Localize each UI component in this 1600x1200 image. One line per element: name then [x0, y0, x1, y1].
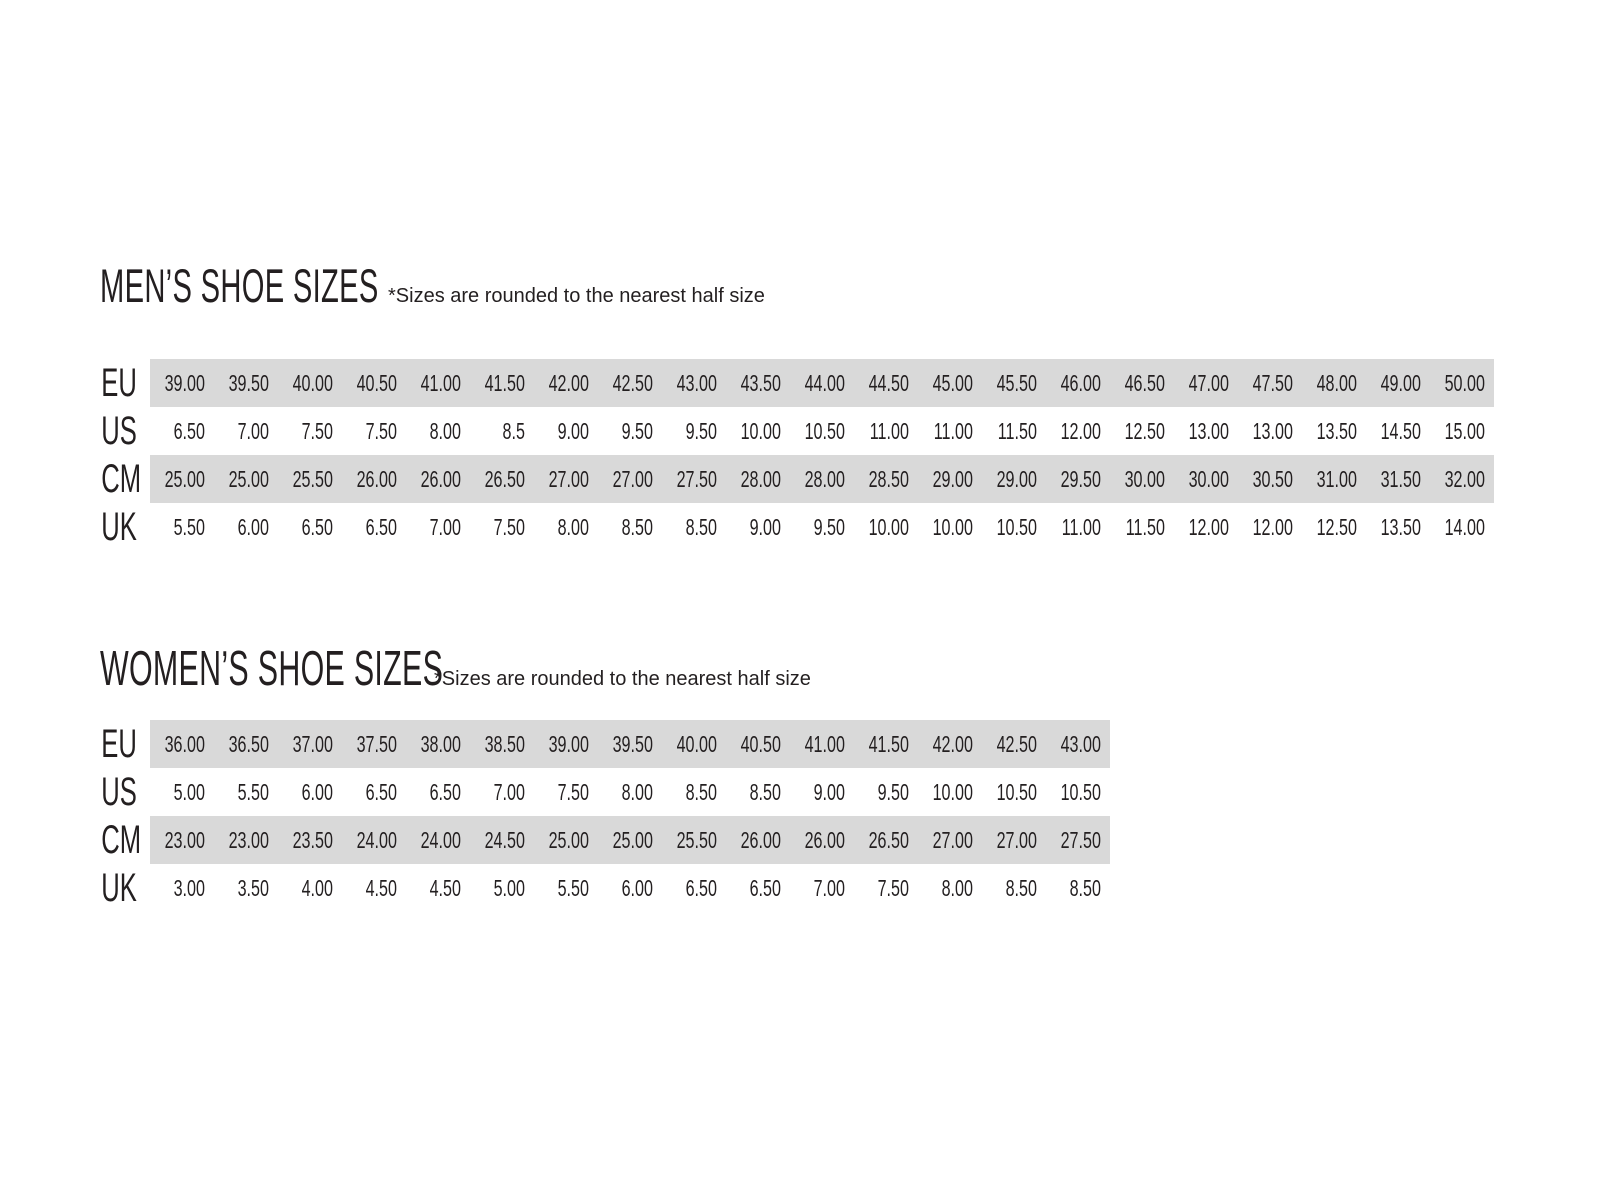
row-label: CM — [101, 818, 142, 862]
size-cell: 10.50 — [1060, 778, 1101, 805]
size-cell: 7.50 — [301, 417, 333, 444]
row-band — [150, 503, 1494, 551]
mens-row-us — [100, 407, 1600, 455]
size-cell: 45.00 — [932, 369, 973, 396]
womens-section — [100, 551, 1600, 912]
row-band — [150, 455, 1494, 503]
size-cell: 9.50 — [685, 417, 717, 444]
size-cell: 14.50 — [1380, 417, 1421, 444]
size-cell: 3.00 — [173, 874, 205, 901]
size-cell: 32.00 — [1444, 465, 1485, 492]
row-band — [150, 864, 1110, 912]
size-cell: 41.50 — [484, 369, 525, 396]
size-cell: 41.00 — [420, 369, 461, 396]
size-cell: 4.50 — [365, 874, 397, 901]
size-cell: 25.00 — [612, 826, 653, 853]
size-cell: 14.00 — [1444, 513, 1485, 540]
womens-title-row — [100, 642, 1600, 696]
womens-note: *Sizes are rounded to the nearest half size — [434, 668, 811, 690]
size-cell: 27.00 — [932, 826, 973, 853]
size-cell: 40.50 — [356, 369, 397, 396]
size-cell: 27.50 — [676, 465, 717, 492]
size-cell: 9.00 — [749, 513, 781, 540]
size-cell: 25.50 — [292, 465, 333, 492]
size-cell: 5.00 — [493, 874, 525, 901]
size-cell: 25.00 — [164, 465, 205, 492]
size-cell: 7.50 — [877, 874, 909, 901]
size-cell: 8.50 — [1069, 874, 1101, 901]
size-cell: 6.50 — [429, 778, 461, 805]
size-cell: 26.00 — [420, 465, 461, 492]
row-label: US — [101, 770, 137, 814]
size-cell: 40.00 — [292, 369, 333, 396]
size-cell: 47.00 — [1188, 369, 1229, 396]
size-cell: 3.50 — [237, 874, 269, 901]
size-cell: 10.00 — [740, 417, 781, 444]
size-cell: 5.50 — [557, 874, 589, 901]
size-cell: 8.50 — [685, 778, 717, 805]
womens-row-us — [100, 768, 1600, 816]
row-label: UK — [101, 505, 137, 549]
row-band — [150, 407, 1494, 455]
size-cell: 8.5 — [502, 417, 525, 444]
size-cell: 39.50 — [228, 369, 269, 396]
size-cell: 6.50 — [173, 417, 205, 444]
size-cell: 27.00 — [996, 826, 1037, 853]
size-cell: 4.00 — [301, 874, 333, 901]
size-cell: 13.50 — [1380, 513, 1421, 540]
size-cell: 47.50 — [1252, 369, 1293, 396]
row-band — [150, 359, 1494, 407]
size-cell: 12.00 — [1060, 417, 1101, 444]
size-cell: 10.50 — [804, 417, 845, 444]
size-cell: 36.50 — [228, 730, 269, 757]
size-cell: 31.00 — [1316, 465, 1357, 492]
size-cell: 26.50 — [868, 826, 909, 853]
size-cell: 26.50 — [484, 465, 525, 492]
size-cell: 7.00 — [813, 874, 845, 901]
size-cell: 7.00 — [429, 513, 461, 540]
womens-row-uk — [100, 864, 1600, 912]
size-cell: 11.00 — [933, 417, 973, 444]
mens-title: MEN’S SHOE SIZES — [100, 259, 379, 312]
size-cell: 8.00 — [621, 778, 653, 805]
row-band — [150, 720, 1110, 768]
size-cell: 11.50 — [997, 417, 1037, 444]
mens-note: *Sizes are rounded to the nearest half size — [388, 285, 765, 307]
size-cell: 29.00 — [996, 465, 1037, 492]
size-cell: 40.50 — [740, 730, 781, 757]
size-cell: 28.00 — [740, 465, 781, 492]
size-cell: 11.00 — [1061, 513, 1101, 540]
mens-title-row — [100, 259, 1600, 312]
size-cell: 37.50 — [356, 730, 397, 757]
size-cell: 43.00 — [676, 369, 717, 396]
size-cell: 28.00 — [804, 465, 845, 492]
size-cell: 24.00 — [356, 826, 397, 853]
size-cell: 30.00 — [1124, 465, 1165, 492]
size-cell: 9.50 — [813, 513, 845, 540]
size-cell: 6.00 — [237, 513, 269, 540]
size-cell: 42.00 — [548, 369, 589, 396]
size-cell: 7.50 — [557, 778, 589, 805]
size-cell: 45.50 — [996, 369, 1037, 396]
size-cell: 6.50 — [365, 778, 397, 805]
size-cell: 23.00 — [228, 826, 269, 853]
size-cell: 24.00 — [420, 826, 461, 853]
size-cell: 5.50 — [237, 778, 269, 805]
size-cell: 41.50 — [868, 730, 909, 757]
size-cell: 11.00 — [869, 417, 909, 444]
size-cell: 46.00 — [1060, 369, 1101, 396]
size-cell: 9.50 — [621, 417, 653, 444]
size-cell: 36.00 — [164, 730, 205, 757]
size-cell: 11.50 — [1125, 513, 1165, 540]
size-cell: 12.00 — [1252, 513, 1293, 540]
size-cell: 27.50 — [1060, 826, 1101, 853]
size-cell: 39.50 — [612, 730, 653, 757]
size-cell: 12.50 — [1316, 513, 1357, 540]
size-cell: 25.00 — [548, 826, 589, 853]
size-cell: 40.00 — [676, 730, 717, 757]
size-cell: 30.00 — [1188, 465, 1229, 492]
size-cell: 8.50 — [685, 513, 717, 540]
womens-title: WOMEN’S SHOE SIZES — [100, 642, 444, 696]
size-cell: 9.00 — [813, 778, 845, 805]
size-cell: 4.50 — [429, 874, 461, 901]
size-cell: 10.50 — [996, 513, 1037, 540]
mens-row-eu — [100, 359, 1600, 407]
size-cell: 8.50 — [749, 778, 781, 805]
size-cell: 27.00 — [612, 465, 653, 492]
size-cell: 29.00 — [932, 465, 973, 492]
size-cell: 7.00 — [237, 417, 269, 444]
row-label: EU — [101, 722, 137, 766]
size-cell: 9.00 — [557, 417, 589, 444]
size-cell: 13.00 — [1188, 417, 1229, 444]
row-label: US — [101, 409, 137, 453]
size-cell: 30.50 — [1252, 465, 1293, 492]
size-cell: 6.50 — [685, 874, 717, 901]
size-cell: 29.50 — [1060, 465, 1101, 492]
size-cell: 5.00 — [173, 778, 205, 805]
size-cell: 8.50 — [1005, 874, 1037, 901]
size-cell: 15.00 — [1444, 417, 1485, 444]
size-cell: 7.50 — [493, 513, 525, 540]
size-cell: 27.00 — [548, 465, 589, 492]
mens-row-uk — [100, 503, 1600, 551]
size-cell: 43.00 — [1060, 730, 1101, 757]
size-cell: 10.00 — [868, 513, 909, 540]
size-cell: 39.00 — [164, 369, 205, 396]
size-cell: 10.00 — [932, 778, 973, 805]
size-cell: 13.00 — [1252, 417, 1293, 444]
size-cell: 28.50 — [868, 465, 909, 492]
size-cell: 8.00 — [941, 874, 973, 901]
size-cell: 24.50 — [484, 826, 525, 853]
size-cell: 6.50 — [301, 513, 333, 540]
size-cell: 10.50 — [996, 778, 1037, 805]
womens-size-table — [100, 720, 1600, 912]
row-label: CM — [101, 457, 142, 501]
row-label: UK — [101, 866, 137, 910]
size-cell: 8.50 — [621, 513, 653, 540]
size-cell: 38.50 — [484, 730, 525, 757]
size-cell: 26.00 — [804, 826, 845, 853]
mens-section — [100, 0, 1600, 551]
mens-size-table — [100, 359, 1600, 551]
size-cell: 42.50 — [612, 369, 653, 396]
size-cell: 6.00 — [621, 874, 653, 901]
size-cell: 48.00 — [1316, 369, 1357, 396]
size-cell: 42.50 — [996, 730, 1037, 757]
size-cell: 10.00 — [932, 513, 973, 540]
size-cell: 49.00 — [1380, 369, 1421, 396]
row-band — [150, 768, 1110, 816]
size-cell: 23.00 — [164, 826, 205, 853]
size-cell: 43.50 — [740, 369, 781, 396]
size-cell: 8.00 — [557, 513, 589, 540]
size-cell: 38.00 — [420, 730, 461, 757]
size-cell: 44.50 — [868, 369, 909, 396]
size-cell: 12.50 — [1124, 417, 1165, 444]
size-cell: 41.00 — [804, 730, 845, 757]
size-cell: 9.50 — [877, 778, 909, 805]
size-cell: 6.50 — [365, 513, 397, 540]
size-cell: 7.00 — [493, 778, 525, 805]
size-cell: 25.00 — [228, 465, 269, 492]
size-cell: 6.00 — [301, 778, 333, 805]
size-cell: 8.00 — [429, 417, 461, 444]
size-cell: 37.00 — [292, 730, 333, 757]
size-cell: 26.00 — [740, 826, 781, 853]
size-cell: 50.00 — [1444, 369, 1485, 396]
size-cell: 7.50 — [365, 417, 397, 444]
size-cell: 23.50 — [292, 826, 333, 853]
size-cell: 44.00 — [804, 369, 845, 396]
womens-row-eu — [100, 720, 1600, 768]
size-cell: 25.50 — [676, 826, 717, 853]
mens-row-cm — [100, 455, 1600, 503]
size-cell: 12.00 — [1188, 513, 1229, 540]
size-cell: 6.50 — [749, 874, 781, 901]
womens-row-cm — [100, 816, 1600, 864]
size-cell: 13.50 — [1316, 417, 1357, 444]
size-cell: 39.00 — [548, 730, 589, 757]
size-cell: 42.00 — [932, 730, 973, 757]
row-band — [150, 816, 1110, 864]
size-cell: 46.50 — [1124, 369, 1165, 396]
row-label: EU — [101, 361, 137, 405]
size-cell: 26.00 — [356, 465, 397, 492]
size-cell: 5.50 — [173, 513, 205, 540]
size-cell: 31.50 — [1380, 465, 1421, 492]
